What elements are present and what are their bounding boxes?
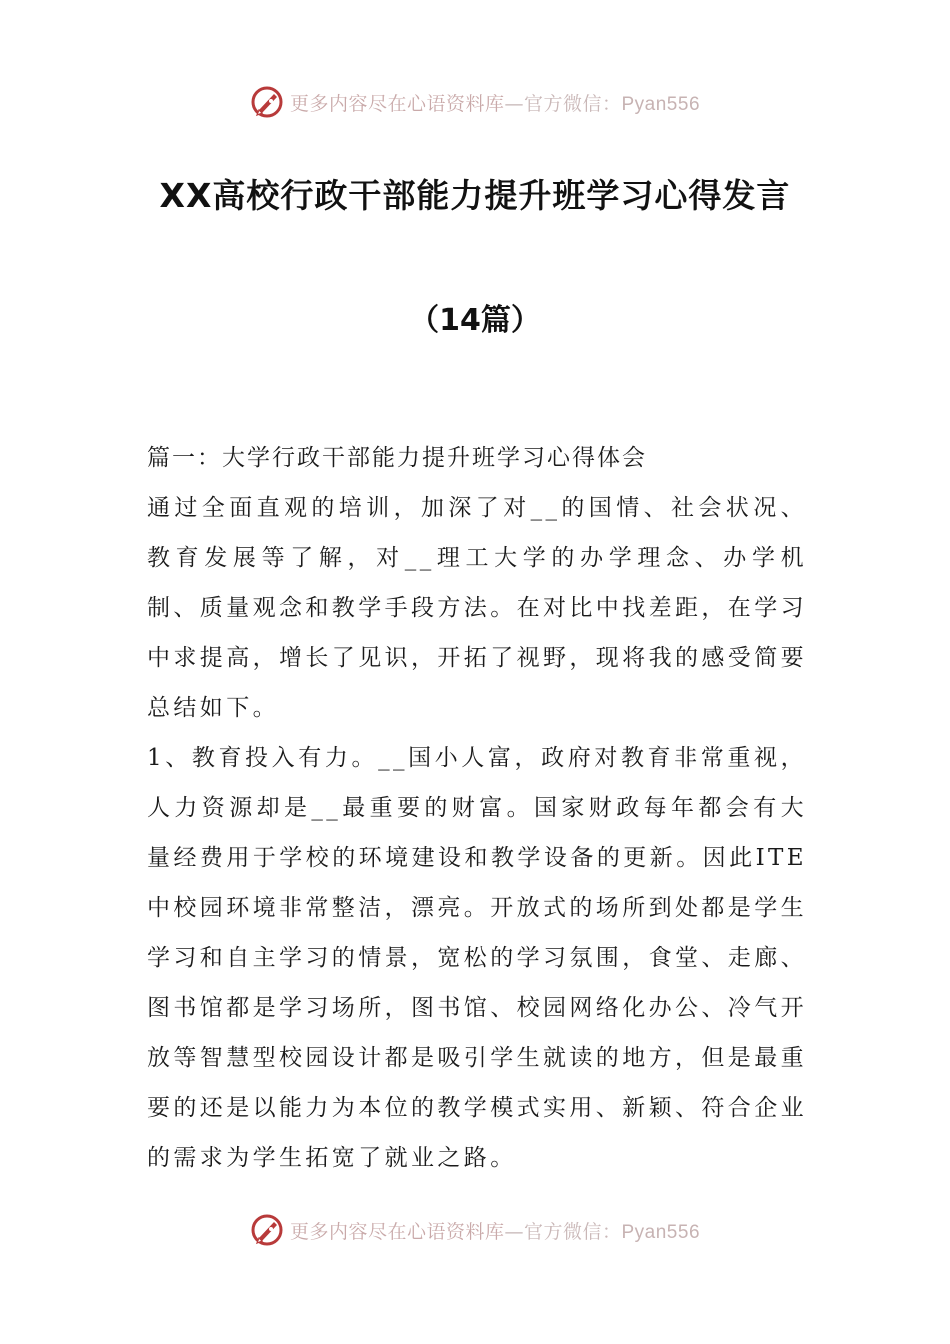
document-title: XX高校行政干部能力提升班学习心得发言 [159, 176, 791, 215]
pen-logo-icon [250, 85, 284, 119]
document-subtitle: （14篇） [409, 303, 541, 338]
watermark-header [0, 82, 950, 122]
document-body [147, 433, 807, 1183]
watermark-separator: — [504, 92, 524, 115]
watermark-brand: 更多内容尽在心语资料库 [289, 92, 505, 115]
watermark-footer [0, 1210, 950, 1250]
watermark-wechat-id: Pyan556 [621, 1221, 701, 1243]
watermark-wechat-id: Pyan556 [621, 93, 701, 115]
watermark-separator: — [504, 1220, 524, 1243]
watermark-brand: 更多内容尽在心语资料库 [289, 1220, 505, 1243]
paragraph-intro: 通过全面直观的培训，加深了对__的国情、社会状况、教育发展等了解，对__理工大学的办学理念、办学机制、质量观念和教学手段方法。在对比中找差距，在学习中求提高，增长了见识，开拓了视野，现将我的感受简要总结如下。 [147, 495, 807, 721]
watermark-official-label: 官方微信： [523, 1220, 622, 1243]
pen-logo-icon [250, 1213, 284, 1247]
paragraph-point-1: 1、教育投入有力。__国小人富，政府对教育非常重视，人力资源却是__最重要的财富。国家财政每年都会有大量经费用于学校的环境建设和教学设备的更新。因此ITE中校园环境非常整洁，漂亮。开放式的场所到处都是学生学习和自主学习的情景，宽松的学习氛围，食堂、走廊、图书馆都是学习场所，图书馆、校园网络化办公、冷气开放等智慧型校园设计都是吸引学生就读的地方，但是最重要的还是以能力为本位的教学模式实用、新颖、符合企业的需求为学生拓宽了就业之路。 [147, 745, 807, 1171]
watermark-text [290, 89, 700, 116]
watermark-official-label: 官方微信： [523, 92, 622, 115]
section-heading: 篇一：大学行政干部能力提升班学习心得体会 [147, 445, 647, 471]
watermark-text [290, 1217, 700, 1244]
